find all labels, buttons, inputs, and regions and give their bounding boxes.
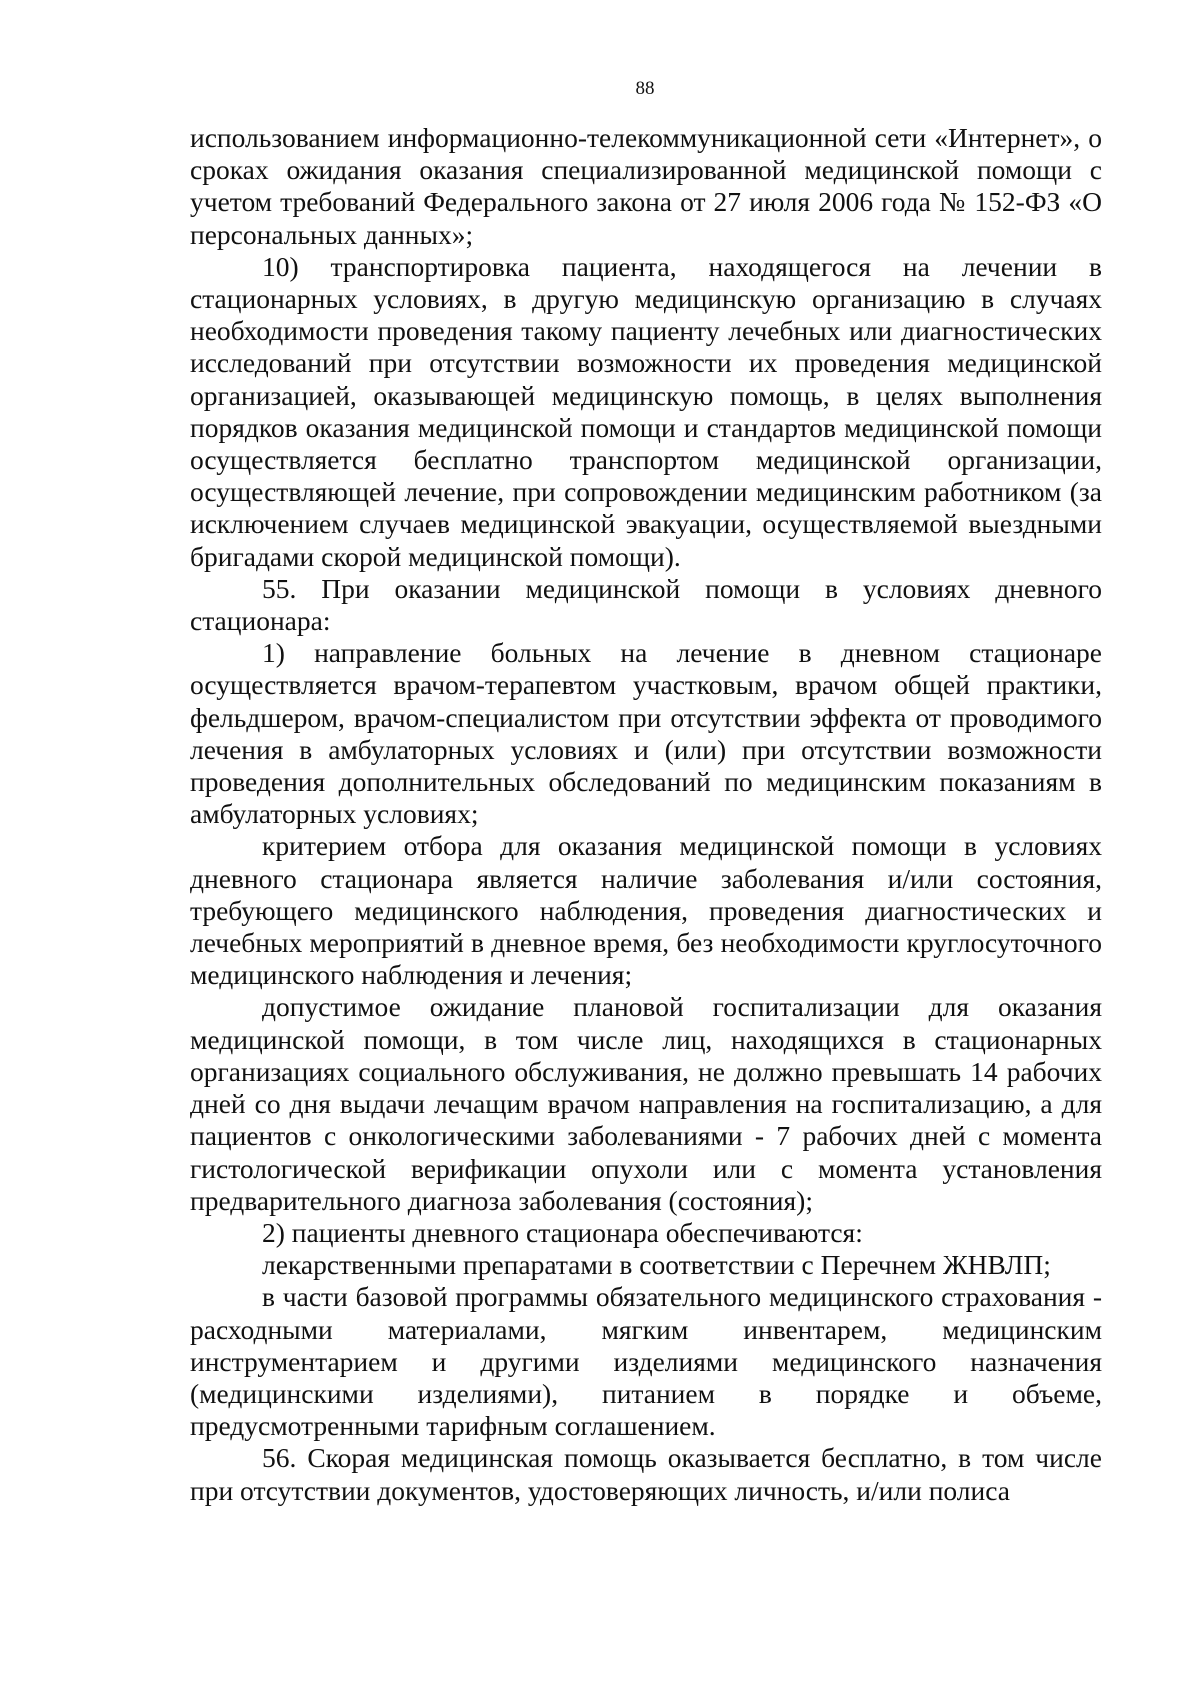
paragraph-insurance-supplies: в части базовой программы обязательного медицинского страхования - расходными материалами, мягким инвентарем, медицинским инструментарием и другими изделиями медицинского назначения (медицинскими изделиями), питанием в порядке и объеме, предусмотренными тарифным соглашением. (190, 1281, 1102, 1442)
paragraph-item-2: 2) пациенты дневного стационара обеспечиваются: (262, 1216, 863, 1248)
page-number: 88 (635, 78, 655, 99)
document-body (190, 122, 1102, 1507)
paragraph-section-56: 56. Скорая медицинская помощь оказывается бесплатно, в том числе при отсутствии документов, удостоверяющих личность, и/или полиса (190, 1442, 1102, 1506)
paragraph-waiting-time: допустимое ожидание плановой госпитализации для оказания медицинской помощи, в том числе лиц, находящихся в стационарных организациях социального обслуживания, не должно превышать 14 рабочих дней со дня выдачи лечащим врачом направления на госпитализацию, а для пациентов с онкологическими заболеваниями - 7 рабочих дней с момента гистологической верификации опухоли или с момента установления предварительного диагноза заболевания (состояния); (190, 991, 1102, 1216)
paragraph-selection-criteria: критерием отбора для оказания медицинской помощи в условиях дневного стационара является наличие заболевания и/или состояния, требующего медицинского наблюдения, проведения диагностических и лечебных мероприятий в дневное время, без необходимости круглосуточного медицинского наблюдения и лечения; (190, 830, 1102, 991)
paragraph-item-1: 1) направление больных на лечение в дневном стационаре осуществляется врачом-терапевтом участковым, врачом общей практики, фельдшером, врачом-специалистом при отсутствии эффекта от проводимого лечения в амбулаторных условиях и (или) при отсутствии возможности проведения дополнительных обследований по медицинским показаниям в амбулаторных условиях; (190, 637, 1102, 830)
paragraph-medicines: лекарственными препаратами в соответствии с Перечнем ЖНВЛП; (262, 1249, 1051, 1281)
paragraph-item-10: 10) транспортировка пациента, находящегося на лечении в стационарных условиях, в другую медицинскую организацию в случаях необходимости проведения такому пациенту лечебных или диагностических исследований при отсутствии возможности их проведения медицинской организацией, оказывающей медицинскую помощь, в целях выполнения порядков оказания медицинской помощи и стандартов медицинской помощи осуществляется бесплатно транспортом медицинской организации, осуществляющей лечение, при сопровождении медицинским работником (за исключением случаев медицинской эвакуации, осуществляемой выездными бригадами скорой медицинской помощи). (190, 250, 1102, 572)
paragraph-continuation: использованием информационно-телекоммуникационной сети «Интернет», о сроках ожидания оказания специализированной медицинской помощи с учетом требований Федерального закона от 27 июля 2006 года № 152-ФЗ «О персональных данных»; (190, 122, 1102, 250)
paragraph-section-55: 55. При оказании медицинской помощи в условиях дневного стационара: (190, 572, 1102, 637)
